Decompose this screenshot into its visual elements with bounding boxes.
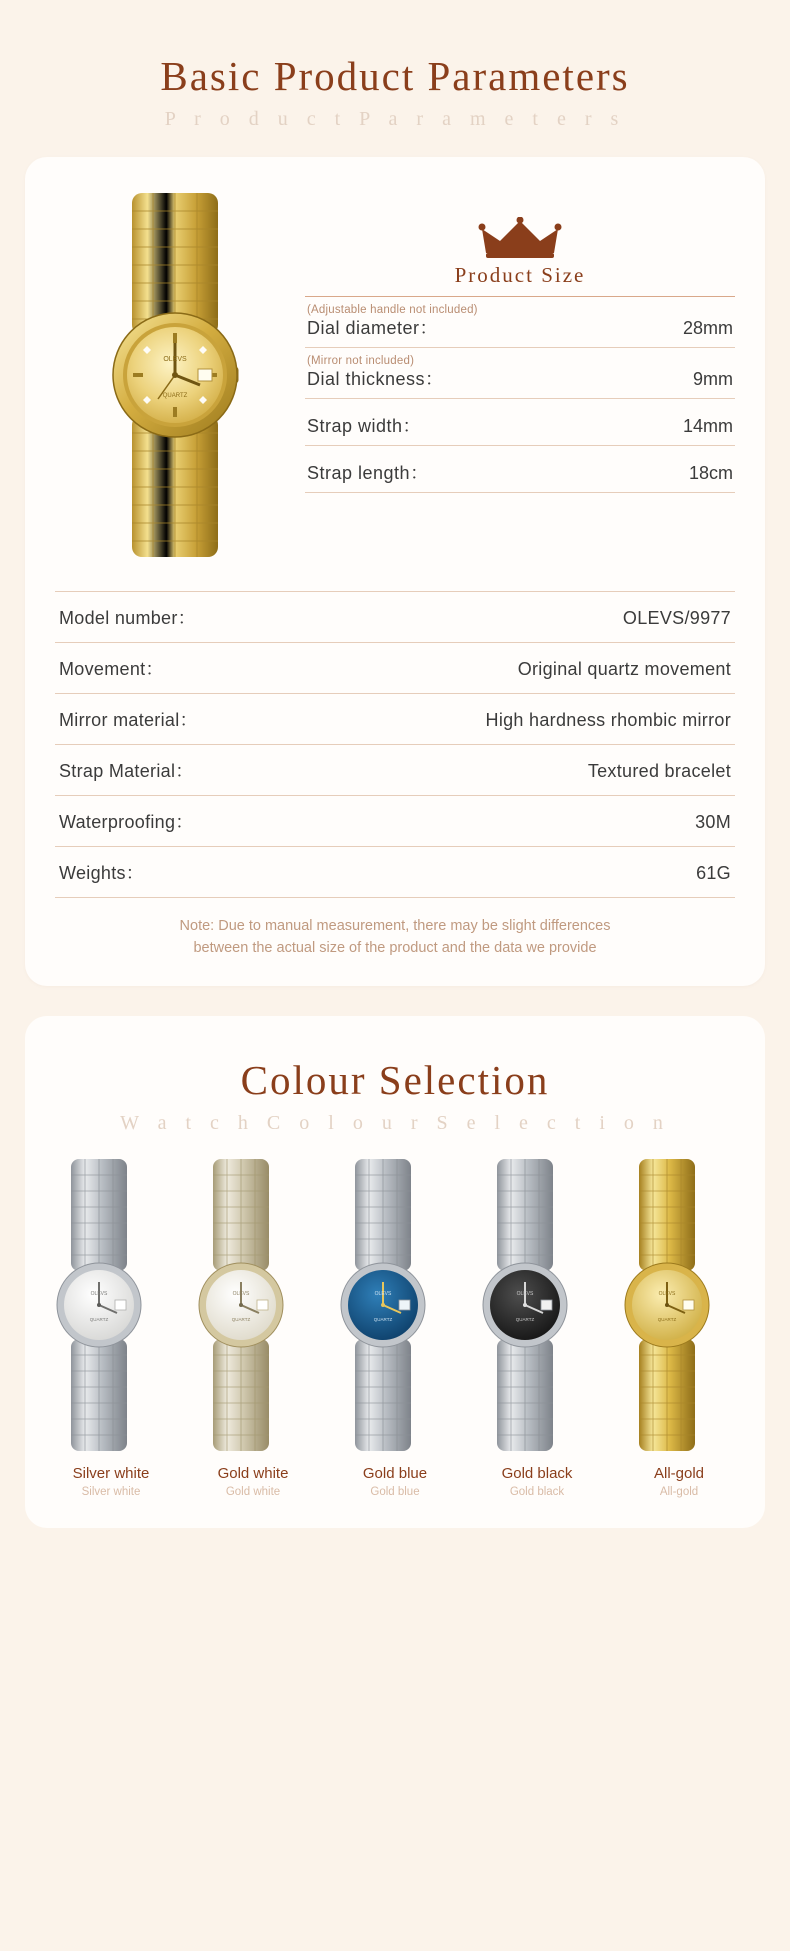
colour-option-silver-white[interactable] [47,1155,175,1498]
measurement-note-line-2: between the actual size of the product and the data we provide [193,939,597,956]
svg-text:OLEVS: OLEVS [90,1290,108,1297]
colour-title: Colour Selection [240,1056,550,1103]
size-note: (Mirror not included) [307,355,415,367]
table-row [55,643,735,694]
size-value: 9mm [693,369,733,389]
gold-watch-illustration [90,185,260,565]
colour-name: Silver white [72,1464,150,1482]
measurement-note-line-1: Note: Due to manual measurement, there may be slight differences [179,918,611,934]
colour-option-all-gold[interactable] [615,1155,743,1498]
spec-label: Mirror material： [59,710,198,730]
measurement-note [71,916,719,960]
spec-label: Waterproofing： [59,812,194,832]
dial-quartz-text: QUARTZ [162,393,188,399]
svg-text:QUARTZ: QUARTZ [373,1316,393,1322]
size-value: 14mm [682,416,733,436]
table-row [55,847,735,898]
colour-name: All-gold [653,1464,705,1482]
size-row [305,297,735,348]
svg-text:OLEVS: OLEVS [163,356,187,363]
svg-text:OLEVS: OLEVS [232,1290,250,1297]
colour-name-sub: All-gold [659,1485,699,1498]
svg-text:QUARTZ: QUARTZ [515,1316,535,1322]
colour-name-sub: Gold white [225,1485,281,1498]
svg-text:QUARTZ: QUARTZ [657,1316,677,1322]
size-row [305,348,735,399]
spec-value: Original quartz movement [517,659,731,679]
spec-label: Model number： [59,608,196,628]
watch-thumbnail-icon [47,1155,151,1455]
size-label: Strap width： [307,416,422,436]
watch-thumbnail-icon [331,1155,435,1455]
table-row [55,694,735,745]
svg-text:OLEVS: OLEVS [374,1290,392,1297]
size-label: Strap length： [307,463,429,483]
colour-name: Gold black [501,1464,573,1482]
size-row [305,399,735,446]
colour-options [25,1135,765,1498]
spec-value: High hardness rhombic mirror [485,710,731,730]
size-row [305,446,735,493]
spec-label: Strap Material： [59,761,194,781]
parameters-heading [0,0,790,131]
table-row [55,796,735,847]
size-note: (Adjustable handle not included) [307,304,478,316]
watch-thumbnail-icon [473,1155,577,1455]
colour-name-sub: Gold blue [370,1485,420,1498]
crown-icon [305,217,735,261]
colour-name: Gold blue [362,1464,428,1482]
colour-selection-card [25,1016,765,1528]
svg-text:OLEVS: OLEVS [658,1290,676,1297]
svg-text:QUARTZ: QUARTZ [89,1316,109,1322]
watch-image [55,185,295,565]
colour-option-gold-white[interactable] [189,1155,317,1498]
page-subtitle: P r o d u c t P a r a m e t e r s [164,108,626,130]
size-label: Dial diameter： [307,318,439,338]
spec-table [55,591,735,898]
size-area [25,157,765,569]
size-label: Dial thickness： [307,369,444,389]
svg-text:OLEVS: OLEVS [516,1290,534,1297]
watch-thumbnail-icon [615,1155,719,1455]
table-row [55,591,735,643]
watch-thumbnail-icon [189,1155,293,1455]
product-size-title: Product Size [305,263,735,297]
spec-value: 30M [695,812,731,832]
size-value: 18cm [688,463,733,483]
colour-option-gold-blue[interactable] [331,1155,459,1498]
size-value: 28mm [682,318,733,338]
colour-option-gold-black[interactable] [473,1155,601,1498]
spec-value: Textured bracelet [587,761,731,781]
product-size-block [295,185,735,565]
spec-value: OLEVS/9977 [622,608,731,628]
spec-value: 61G [696,863,731,883]
parameters-card [25,157,765,986]
spec-label: Weights： [59,863,145,883]
colour-heading [25,1016,765,1135]
colour-name: Gold white [217,1464,289,1482]
spec-label: Movement： [59,659,164,679]
svg-text:QUARTZ: QUARTZ [231,1316,251,1322]
colour-subtitle: W a t c h C o l o u r S e l e c t i o n [120,1111,670,1134]
colour-name-sub: Silver white [81,1485,141,1498]
table-row [55,745,735,796]
page-title: Basic Product Parameters [160,53,630,99]
colour-name-sub: Gold black [509,1485,565,1498]
